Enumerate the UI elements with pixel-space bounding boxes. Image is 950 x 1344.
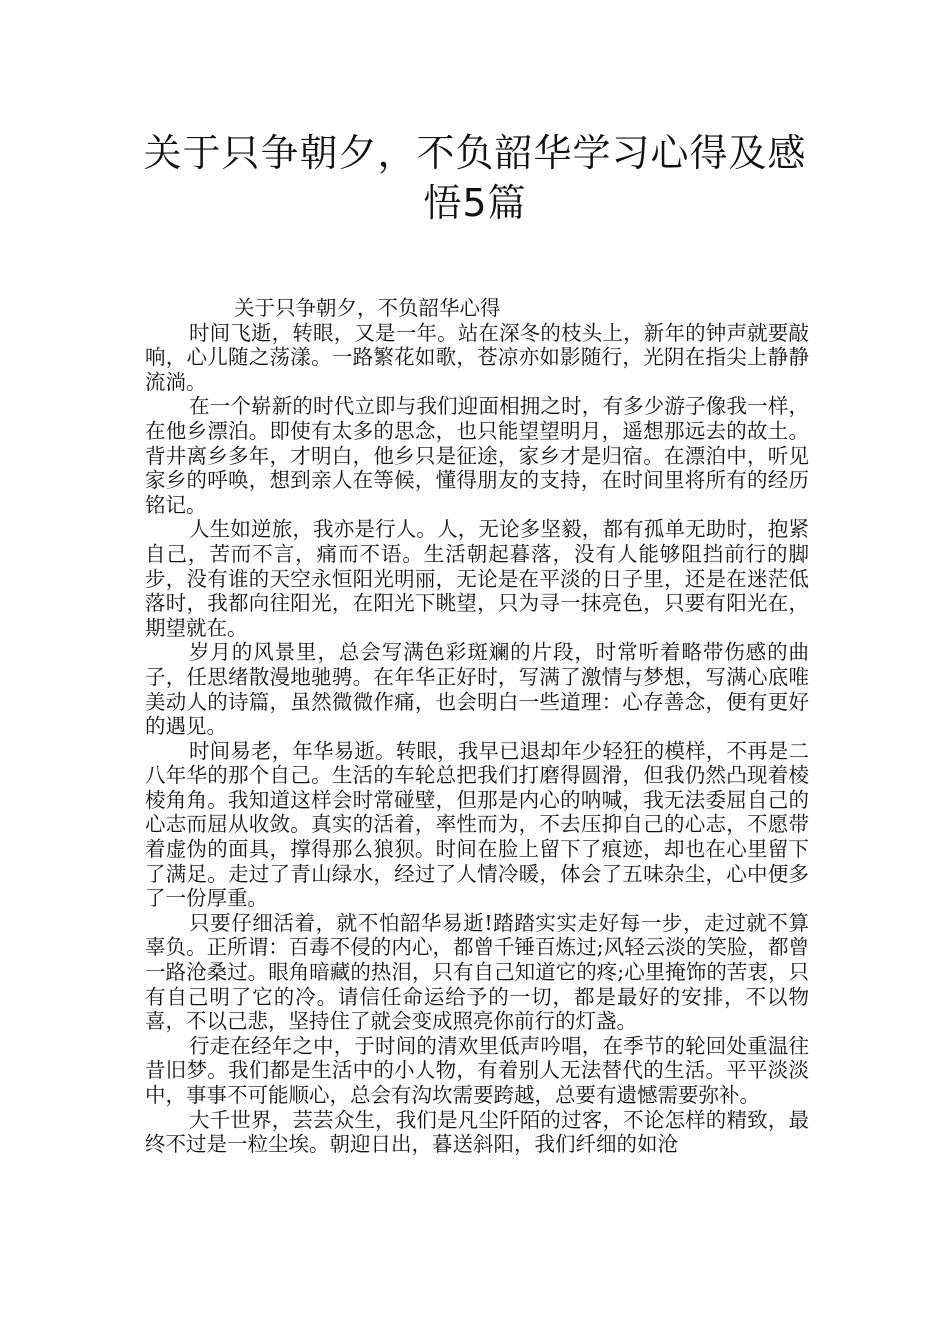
section-subtitle: 关于只争朝夕，不负韶华心得 — [234, 296, 501, 320]
paragraph: 只要仔细活着，就不怕韶华易逝!踏踏实实走好每一步，走过就不算辜负。正所谓：百毒不侵的内心，都曾千锤百炼过;风轻云淡的笑脸，都曾一路沧桑过。眼角暗藏的热泪，只有自己知道它的疼;心里掩饰的苦衷，只有自己明了它的冷。请信任命运给予的一切，都是最好的安排，不以物喜，不以己悲，坚持住了就会变成照亮你前行的灯盏。 — [145, 910, 809, 1034]
paragraph: 时间飞逝，转眼，又是一年。站在深冬的枝头上，新年的钟声就要敲响，心儿随之荡漾。一路繁花如歌，苍凉亦如影随行，光阴在指尖上静静流淌。 — [145, 320, 809, 394]
title-line-1: 关于只争朝夕，不负韶华学习心得及感 — [143, 131, 807, 175]
paragraph: 时间易老，年华易逝。转眼，我早已退却年少轻狂的模样，不再是二八年华的那个自己。生活的车轮总把我们打磨得圆滑，但我仍然凸现着棱棱角角。我知道这样会时常碰壁，但那是内心的呐喊，我无法委屈自己的心志而屈从收敛。真实的活着，率性而为，不去压抑自己的心志，不愿带着虚伪的面具，撑得那么狼狈。时间在脸上留下了痕迹，却也在心里留下了满足。走过了青山绿水，经过了人情冷暖，体会了五味杂尘，心中便多了一份厚重。 — [145, 738, 809, 911]
paragraph: 岁月的风景里，总会写满色彩斑斓的片段，时常听着略带伤感的曲子，任思绪散漫地驰骋。在年华正好时，写满了激情与梦想，写满心底唯美动人的诗篇，虽然微微作痛，也会明白一些道理：心存善念，便有更好的遇见。 — [145, 640, 809, 739]
document-title — [120, 128, 830, 228]
paragraph: 人生如逆旅，我亦是行人。人，无论多坚毅，都有孤单无助时，抱紧自己，苦而不言，痛而不语。生活朝起暮落，没有人能够阻挡前行的脚步，没有谁的天空永恒阳光明丽，无论是在平淡的日子里，还是在迷茫低落时，我都向往阳光，在阳光下眺望，只为寻一抹亮色，只要有阳光在，期望就在。 — [145, 517, 809, 640]
paragraph: 大千世界，芸芸众生，我们是凡尘阡陌的过客，不论怎样的精致，最终不过是一粒尘埃。朝迎日出，暮送斜阳，我们纤细的如沧 — [145, 1107, 809, 1157]
title-line-2: 悟5篇 — [423, 181, 527, 225]
document-body — [145, 296, 809, 1157]
paragraph: 在一个崭新的时代立即与我们迎面相拥之时，有多少游子像我一样，在他乡漂泊。即使有太多的思念，也只能望望明月，遥想那远去的故土。背井离乡多年，才明白，他乡只是征途，家乡才是归宿。在漂泊中，听见家乡的呼唤，想到亲人在等候，懂得朋友的支持，在时间里将所有的经历铭记。 — [145, 394, 809, 517]
paragraph: 行走在经年之中，于时间的清欢里低声吟唱，在季节的轮回处重温往昔旧梦。我们都是生活中的小人物，有着别人无法替代的生活。平平淡淡中，事事不可能顺心，总会有沟坎需要跨越，总要有遗憾需要弥补。 — [145, 1033, 809, 1107]
